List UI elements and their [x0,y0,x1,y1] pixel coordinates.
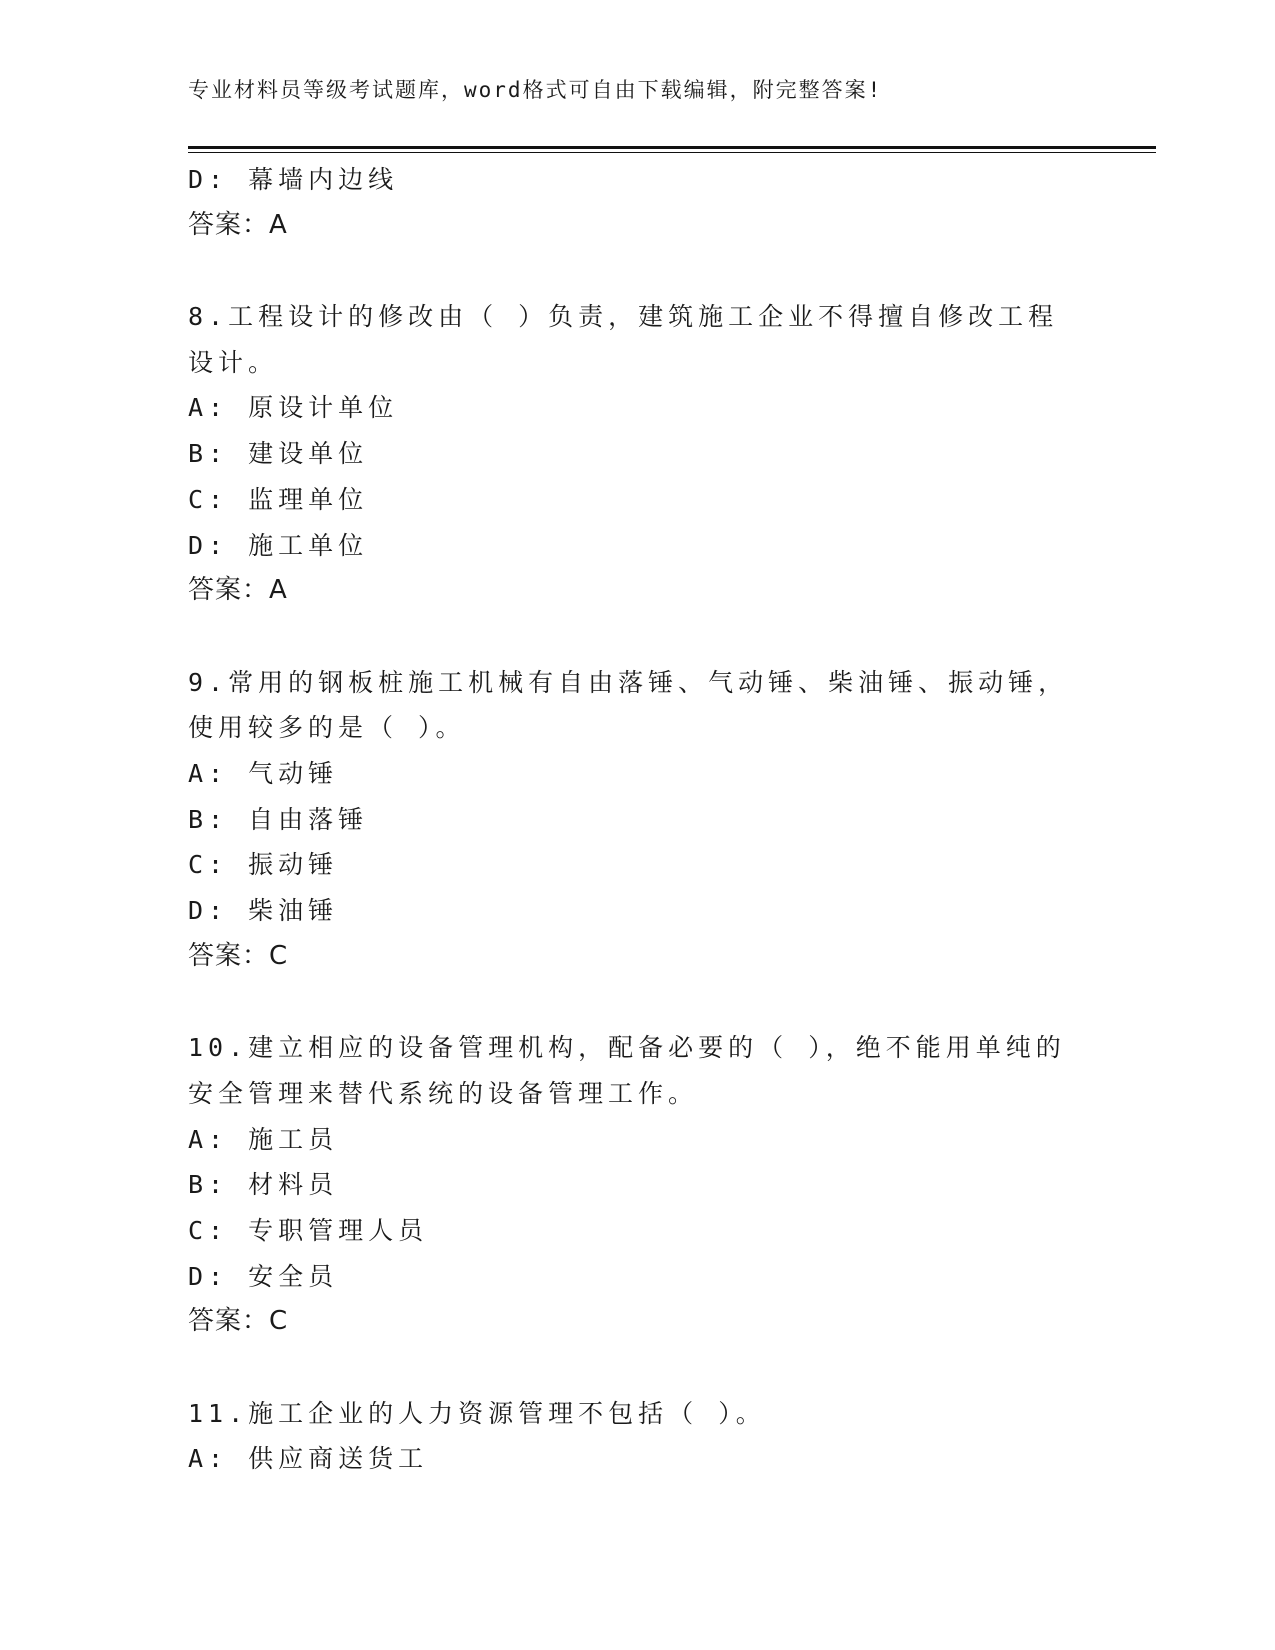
option-d: D: 安全员 [188,1261,339,1291]
option-c: C: 振动锤 [188,850,339,880]
question-title: 8.工程设计的修改由（ ）负责，建筑施工企业不得擅自修改工程设计。 [188,302,1059,377]
option-a: A: 施工员 [188,1124,339,1154]
option-a: A: 气动锤 [188,759,339,788]
option-a: A: 原设计单位 [188,393,399,423]
page-header: 专业材料员等级考试题库，word格式可自由下载编辑，附完整答案! [188,78,883,102]
option-b: B: 材料员 [188,1170,339,1200]
question-8 [188,294,1078,614]
question-list [188,157,1078,1482]
question-9 [188,660,1078,980]
question-11 [188,1391,1078,1482]
question-title: 9.常用的钢板桩施工机械有自由落锤、气动锤、柴油锤、振动锤，使用较多的是（ ）。 [188,667,1069,743]
option-d: D: 施工单位 [188,530,369,560]
option-c: C: 专职管理人员 [188,1215,429,1245]
option-c: C: 监理单位 [188,484,369,514]
option-d: D: 柴油锤 [188,896,339,926]
option-b: B: 自由落锤 [188,804,369,834]
question-title: 10.建立相应的设备管理机构，配备必要的（ ），绝不能用单纯的安全管理来替代系统的设备管理工作。 [188,1033,1066,1108]
question-answer: 答案：A [188,575,288,606]
continued-option-d: D: 幕墙内边线 [188,165,399,194]
option-b: B: 建设单位 [188,439,369,469]
continued-answer: 答案：A [188,209,288,240]
question-answer: 答案：C [188,940,289,971]
question-title: 11.施工企业的人力资源管理不包括（ ）。 [188,1398,766,1428]
question-answer: 答案：C [188,1306,289,1337]
header-rule-thin [188,152,1156,153]
question-10 [188,1025,1078,1345]
header-rule-thick [188,146,1156,149]
option-a: A: 供应商送货工 [188,1444,429,1474]
